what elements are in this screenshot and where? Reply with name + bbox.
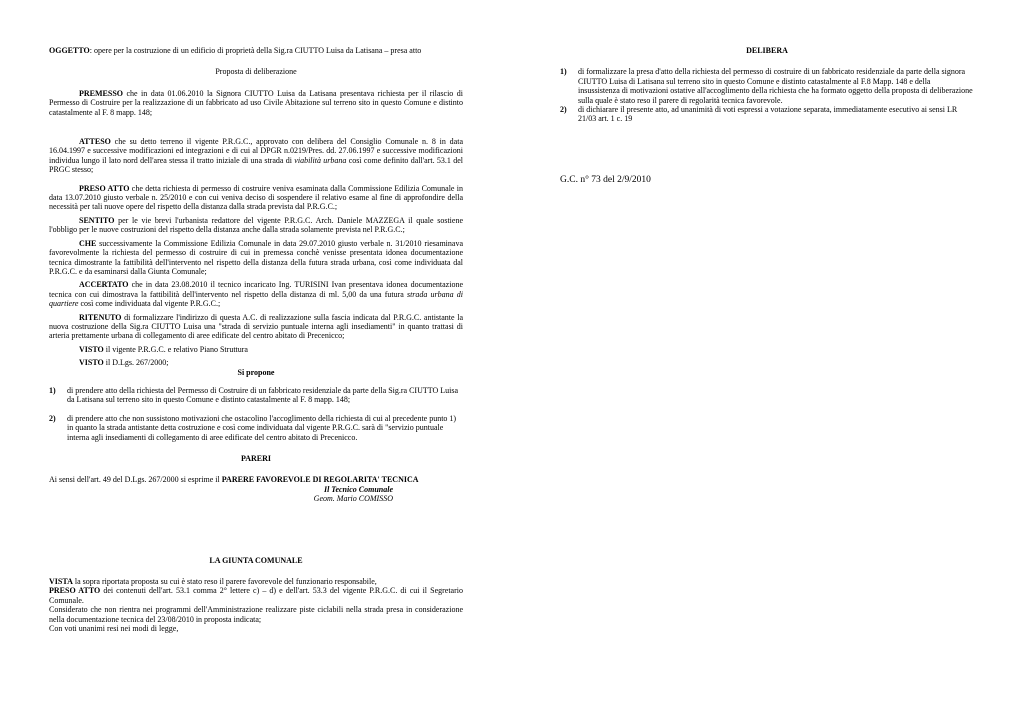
sentito-text: per le vie brevi l'urbanista redattore del vigente P.R.G.C. Arch. Daniele MAZZEGA il quale sostiene l'obbligo per le nuove costruzioni del rispetto della distanza anche dalla strada solamente prevista nel P.R.G.C.; (49, 215, 463, 235)
vista-text: la sopra riportata proposta su cui è stato reso il parere favorevole del funzionario responsabile, (72, 577, 377, 587)
preso-atto-2-keyword: PRESO ATTO (49, 586, 101, 596)
visto-dlgs-text: il D.Lgs. 267/2000; (103, 358, 169, 368)
oggetto-label: OGGETTO (49, 46, 90, 55)
pareri-title-text: PARERI (240, 454, 272, 463)
list-number: 1) (49, 385, 56, 395)
tecnico-title-text: Il Tecnico Comunale (323, 484, 393, 494)
propone-item-1 (49, 386, 463, 405)
delibera-title-text: DELIBERA (746, 46, 788, 55)
premesso-text: che in data 01.06.2010 la Signora CIUTTO Luisa da Latisana presentava richiesta per il rilascio di Permesso di Costruire per la realizzazione di un fabbricato ad uso Civile Abitazione sul terreno sito in questo Comune e distinto catastalmente al F. 8 mapp. 148; (49, 88, 463, 117)
preso-atto-paragraph (49, 184, 463, 212)
preso-atto-2-line (49, 586, 463, 605)
right-column (560, 46, 974, 185)
list-text: di prendere atto che non sussistono motivazioni che ostacolino l'accoglimento della richiesta di cui al precedente punto 1) in quanto la strada antistante detta costruzione e così come individuata dal vigente P.R.G.C. sarà di "servizio puntuale interna agli insediamenti di collegamento di aree edificate del centro abitato di Precenicco. (67, 413, 457, 442)
tecnico-name-text: Geom. Mario COMISSO (313, 494, 393, 504)
preso-atto-2-text: dei contenuti dell'art. 53.1 comma 2° lettere c) – d) e dell'art. 53.3 del vigente P.R.G.C. di cui il Segretario Comunale. (49, 586, 463, 605)
che-paragraph (49, 239, 463, 277)
delibera-item-2 (560, 105, 974, 124)
list-number: 1) (560, 67, 567, 77)
premesso-keyword: PREMESSO (79, 88, 124, 98)
accertato-italic: strada urbana di quartiere (49, 289, 463, 309)
tecnico-name (49, 494, 463, 503)
che-keyword: CHE (79, 238, 97, 248)
che-text: successivamente la Commissione Edilizia Comunale in data 29.07.2010 giusto verbale n. 31/2010 riesaminava favorevolmente la richiesta del permesso di costruire di cui in premessa conchè venisse presentata idonea documentazione tecnica dimostrante la fattibilità dell'intervento nel rispetto della distanza della futura strada urbana, così come individuata dal P.R.G.C. e da esaminarsi dalla Giunta Comunale; (49, 238, 463, 276)
ritenuto-paragraph (49, 313, 463, 341)
vista-line (49, 577, 463, 586)
visto-prgc-text: il vigente P.R.G.C. e relativo Piano Struttura (103, 344, 248, 354)
vista-keyword: VISTA (49, 577, 73, 587)
pareri-bold: PARERE FAVOREVOLE DI REGOLARITA' TECNICA (221, 475, 419, 485)
oggetto-text: : opere per la costruzione di un edificio di proprietà della Sig.ra CIUTTO Luisa da Latisana – presa atto (89, 46, 422, 55)
accertato-text-a: che in data 23.08.2010 il tecnico incaricato Ing. TURISINI Ivan presentava idonea documentazione tecnica con cui dimostrava la fattibilità dell'intervento nel rispetto della distanza di ml. 5,00 da una futura (49, 280, 463, 299)
gc-reference: G.C. n° 73 del 2/9/2010 (560, 174, 651, 185)
visto-prgc-line (49, 345, 463, 354)
accertato-paragraph (49, 280, 463, 308)
accertato-keyword: ACCERTATO (79, 280, 129, 290)
atteso-italic: viabilità urbana (294, 155, 347, 165)
pareri-title (49, 454, 463, 463)
left-column (49, 46, 463, 633)
list-text: di dichiarare il presente atto, ad unanimità di voti espressi a votazione separata, immediatamente esecutivo ai sensi LR 21/03 art. 1 c. 19 (578, 105, 958, 124)
sentito-keyword: SENTITO (79, 215, 115, 225)
giunta-title (49, 556, 463, 565)
visto-keyword: VISTO (79, 344, 104, 354)
delibera-item-1 (560, 67, 974, 105)
accertato-text-b: così come individuata dal vigente P.R.G.C.; (78, 299, 221, 309)
list-text: di prendere atto della richiesta del Permesso di Costruire di un fabbricato residenziale da parte della Sig.ra CIUTTO Luisa da Latisana sul terreno sito in questo Comune e distinto catastalmente al F. 8 mapp. 148; (67, 385, 459, 405)
list-number: 2) (560, 105, 567, 115)
atteso-text-b: così come definito dall'art. 53.1 del PRGC stesso; (49, 155, 463, 175)
considerato-line: Considerato che non rientra nei programmi dell'Amministrazione realizzare piste ciclabili nella strada presa in considerazione nella documentazione tecnica del 23/08/2010 in proposta indicata; (49, 605, 463, 624)
giunta-title-text: LA GIUNTA COMUNALE (209, 555, 303, 565)
ritenuto-keyword: RITENUTO (79, 312, 122, 322)
preso-atto-keyword: PRESO ATTO (79, 183, 130, 193)
delibera-title (560, 46, 974, 55)
visto-keyword-2: VISTO (79, 358, 104, 368)
propone-item-2 (49, 414, 463, 442)
premesso-paragraph (49, 89, 463, 117)
pareri-text: Ai sensi dell'art. 49 del D.Lgs. 267/2000 si esprime il (49, 475, 222, 485)
sentito-paragraph (49, 216, 463, 235)
list-text: di formalizzare la presa d'atto della richiesta del permesso di costruire di un fabbricato residenziale da parte della signora CIUTTO Luisa di Latisana sul terreno sito in questo Comune e distinto catastalmente al F.8 Mapp. 148 e della insussistenza di motivazioni ostative all'accoglimento della richiesta che ha formato oggetto della proposta di deliberazione sulla quale è stato reso il parere di regolarità tecnica favorevole. (578, 67, 973, 105)
proposta-title: Proposta di deliberazione (215, 67, 297, 77)
si-propone-text: Si propone (237, 367, 275, 377)
preso-atto-text: che detta richiesta di permesso di costruire veniva esaminata dalla Commissione Edilizia Comunale in data 13.07.2010 giusto verbale n. 25/2010 e con cui veniva deciso di sospendere il relativo esame al fine di approfondire della necessità per tali nuove opere del rispetto della distanza dalla strada prevista dal P.R.G.C.; (49, 183, 463, 212)
atteso-text-a: che su detto terreno il vigente P.R.G.C., approvato con delibera del Consiglio Comunale n. 8 in data 16.04.1997 e successive modificazioni ed integrazioni e di cui al DPGR n.0219/Pres. dd. 27.06.1997 e successive modificazioni individua lungo il lato nord dell'area stessa il tratto iniziale di una strada di (49, 137, 463, 165)
list-number: 2) (49, 413, 56, 423)
ritenuto-text: di formalizzare l'indirizzo di questa A.C. di realizzazione sulla fascia indicata dal P.R.G.C. antistante la nuova costruzione della Sig.ra CIUTTO Luisa una "strada di servizio puntuale interna agli insediamenti" in quanto trattasi di arteria prettamente urbana di collegamento di aree edificate del centro abitato di Precenicco; (49, 312, 463, 341)
atteso-paragraph (49, 137, 463, 175)
pareri-line (49, 475, 463, 484)
tecnico-title (49, 485, 463, 494)
si-propone-title (49, 368, 463, 377)
oggetto-line (49, 46, 463, 55)
visto-dlgs-line (49, 358, 463, 367)
atteso-keyword: ATTESO (79, 137, 111, 147)
con-voti-line: Con voti unanimi resi nei modi di legge, (49, 624, 179, 634)
